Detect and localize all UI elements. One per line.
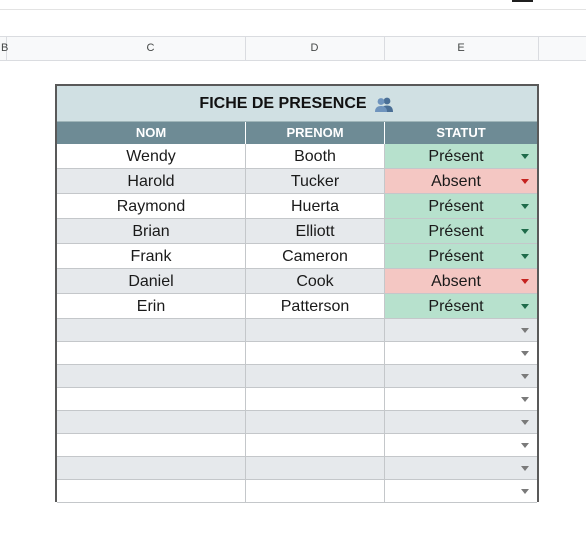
cell-nom[interactable] <box>57 434 246 457</box>
cell-nom[interactable] <box>57 319 246 342</box>
cell-prenom[interactable]: Elliott <box>246 219 385 244</box>
cell-prenom[interactable]: Tucker <box>246 169 385 194</box>
dropdown-arrow-icon[interactable] <box>521 204 529 209</box>
cell-nom[interactable]: Raymond <box>57 194 246 219</box>
cell-prenom[interactable] <box>246 388 385 411</box>
cell-prenom[interactable]: Booth <box>246 144 385 169</box>
cell-statut-dropdown[interactable] <box>385 365 537 388</box>
table-row-empty <box>57 319 537 342</box>
header-prenom[interactable]: PRENOM <box>246 122 385 144</box>
table-row-empty <box>57 434 537 457</box>
cell-statut-dropdown[interactable] <box>385 269 537 294</box>
cell-nom[interactable] <box>57 457 246 480</box>
cell-prenom[interactable] <box>246 434 385 457</box>
cell-prenom[interactable] <box>246 457 385 480</box>
cell-nom[interactable]: Erin <box>57 294 246 319</box>
table-header-row <box>57 122 537 144</box>
cell-statut-dropdown[interactable] <box>385 244 537 269</box>
cell-statut-dropdown[interactable] <box>385 169 537 194</box>
cell-statut-dropdown[interactable] <box>385 144 537 169</box>
header-statut[interactable]: STATUT <box>436 125 486 140</box>
status-label: Absent <box>431 273 481 290</box>
status-label: Présent <box>428 198 484 215</box>
table-row <box>57 269 537 294</box>
dropdown-arrow-icon[interactable] <box>521 254 529 259</box>
table-row-empty <box>57 365 537 388</box>
dropdown-arrow-icon[interactable] <box>521 304 529 309</box>
dropdown-arrow-icon[interactable] <box>521 179 529 184</box>
dropdown-arrow-icon[interactable] <box>521 420 529 425</box>
cell-prenom[interactable]: Patterson <box>246 294 385 319</box>
cell-nom[interactable] <box>57 388 246 411</box>
cell-statut-dropdown[interactable] <box>385 480 537 503</box>
dropdown-arrow-icon[interactable] <box>521 489 529 494</box>
cell-nom[interactable] <box>57 365 246 388</box>
cell-prenom[interactable]: Huerta <box>246 194 385 219</box>
table-row-empty <box>57 388 537 411</box>
dropdown-arrow-icon[interactable] <box>521 397 529 402</box>
column-header-bar <box>0 36 586 61</box>
toolbar-underline-icon[interactable] <box>512 0 533 2</box>
status-label: Présent <box>428 298 484 315</box>
cell-statut-dropdown[interactable] <box>385 219 537 244</box>
dropdown-arrow-icon[interactable] <box>521 154 529 159</box>
cell-statut-dropdown[interactable] <box>385 319 537 342</box>
table-row-empty <box>57 342 537 365</box>
cell-statut-dropdown[interactable] <box>385 342 537 365</box>
column-header-f[interactable] <box>538 37 586 60</box>
cell-statut-dropdown[interactable] <box>385 388 537 411</box>
status-label: Présent <box>428 223 484 240</box>
status-label: Absent <box>431 173 481 190</box>
attendance-table <box>55 84 539 502</box>
dropdown-arrow-icon[interactable] <box>521 466 529 471</box>
dropdown-arrow-icon[interactable] <box>521 328 529 333</box>
cell-prenom[interactable] <box>246 480 385 503</box>
cell-nom[interactable]: Harold <box>57 169 246 194</box>
dropdown-arrow-icon[interactable] <box>521 374 529 379</box>
column-header-e[interactable]: E <box>384 37 539 60</box>
table-row-empty <box>57 457 537 480</box>
status-label: Présent <box>428 248 484 265</box>
column-header-d[interactable]: D <box>245 37 385 60</box>
table-row <box>57 244 537 269</box>
dropdown-arrow-icon[interactable] <box>521 443 529 448</box>
people-icon <box>373 96 395 112</box>
cell-nom[interactable]: Wendy <box>57 144 246 169</box>
table-title-row[interactable] <box>57 86 537 122</box>
dropdown-arrow-icon[interactable] <box>521 279 529 284</box>
dropdown-arrow-icon[interactable] <box>521 351 529 356</box>
table-row <box>57 144 537 169</box>
dropdown-arrow-icon[interactable] <box>521 229 529 234</box>
cell-prenom[interactable] <box>246 319 385 342</box>
cell-statut-dropdown[interactable] <box>385 411 537 434</box>
cell-prenom[interactable] <box>246 342 385 365</box>
column-header-c[interactable]: C <box>56 37 246 60</box>
cell-statut-dropdown[interactable] <box>385 457 537 480</box>
table-row <box>57 294 537 319</box>
header-nom[interactable]: NOM <box>57 122 246 144</box>
cell-prenom[interactable] <box>246 365 385 388</box>
cell-prenom[interactable] <box>246 411 385 434</box>
toolbar-strip <box>0 0 586 10</box>
table-row-empty <box>57 480 537 503</box>
cell-statut-dropdown[interactable] <box>385 434 537 457</box>
cell-nom[interactable]: Daniel <box>57 269 246 294</box>
cell-statut-dropdown[interactable] <box>385 194 537 219</box>
cell-statut-dropdown[interactable] <box>385 294 537 319</box>
cell-nom[interactable] <box>57 342 246 365</box>
status-label: Présent <box>428 148 484 165</box>
table-row <box>57 219 537 244</box>
table-row-empty <box>57 411 537 434</box>
cell-prenom[interactable]: Cameron <box>246 244 385 269</box>
table-title: FICHE DE PRESENCE <box>199 94 367 112</box>
cell-nom[interactable] <box>57 411 246 434</box>
table-row <box>57 194 537 219</box>
table-row <box>57 169 537 194</box>
column-header-b[interactable]: B <box>0 37 7 60</box>
cell-nom[interactable]: Frank <box>57 244 246 269</box>
cell-nom[interactable]: Brian <box>57 219 246 244</box>
cell-nom[interactable] <box>57 480 246 503</box>
cell-prenom[interactable]: Cook <box>246 269 385 294</box>
